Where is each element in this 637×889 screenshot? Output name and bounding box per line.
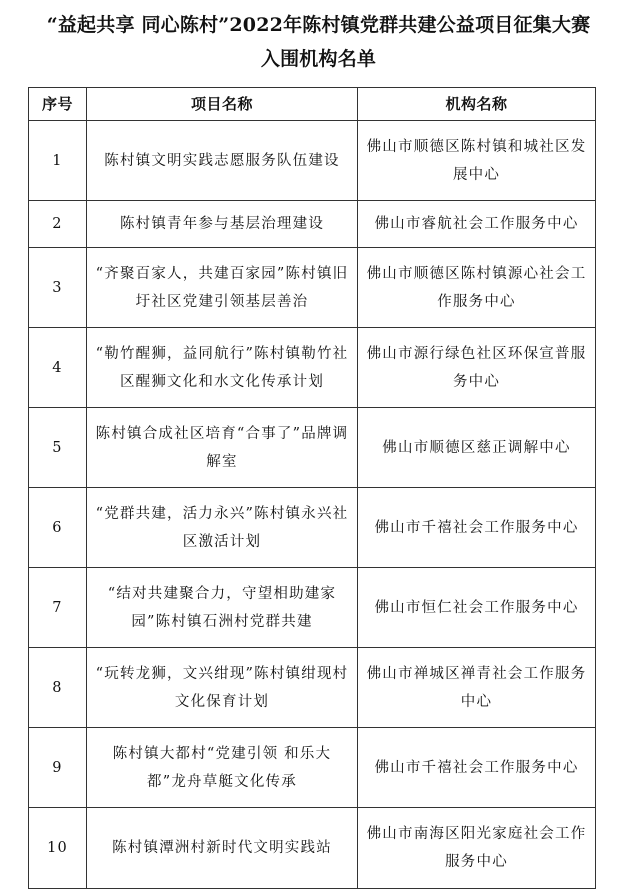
organization-name: 佛山市顺德区陈村镇和城社区发展中心 — [358, 121, 596, 201]
organization-name: 佛山市千禧社会工作服务中心 — [358, 488, 596, 568]
project-name: 陈村镇潭洲村新时代文明实践站 — [87, 808, 358, 889]
project-name: 陈村镇青年参与基层治理建设 — [87, 201, 358, 248]
project-name: 陈村镇文明实践志愿服务队伍建设 — [87, 121, 358, 201]
organization-name: 佛山市禅城区禅青社会工作服务中心 — [358, 648, 596, 728]
row-number: 8 — [29, 648, 87, 728]
row-number: 4 — [29, 328, 87, 408]
table-row — [29, 488, 596, 568]
row-number: 6 — [29, 488, 87, 568]
table-row — [29, 328, 596, 408]
project-name: 陈村镇合成社区培育“合事了”品牌调解室 — [87, 408, 358, 488]
shortlist-table — [28, 87, 596, 889]
project-name: “勒竹醒狮，益同航行”陈村镇勒竹社区醒狮文化和水文化传承计划 — [87, 328, 358, 408]
row-number: 3 — [29, 248, 87, 328]
organization-name: 佛山市睿航社会工作服务中心 — [358, 201, 596, 248]
row-number: 10 — [29, 808, 87, 889]
project-name: “结对共建聚合力，守望相助建家园”陈村镇石洲村党群共建 — [87, 568, 358, 648]
project-name: 陈村镇大都村“党建引领 和乐大都”龙舟草艇文化传承 — [87, 728, 358, 808]
project-name: “玩转龙狮，文兴绀现”陈村镇绀现村文化保育计划 — [87, 648, 358, 728]
table-row — [29, 201, 596, 248]
project-name: “党群共建，活力永兴”陈村镇永兴社区激活计划 — [87, 488, 358, 568]
table-row — [29, 248, 596, 328]
table-row — [29, 408, 596, 488]
row-number: 5 — [29, 408, 87, 488]
project-name: “齐聚百家人，共建百家园”陈村镇旧圩社区党建引领基层善治 — [87, 248, 358, 328]
organization-name: 佛山市千禧社会工作服务中心 — [358, 728, 596, 808]
table-row — [29, 808, 596, 889]
table-row — [29, 121, 596, 201]
row-number: 1 — [29, 121, 87, 201]
organization-name: 佛山市南海区阳光家庭社会工作服务中心 — [358, 808, 596, 889]
row-number: 7 — [29, 568, 87, 648]
header-project-name: 项目名称 — [87, 88, 358, 121]
organization-name: 佛山市源行绿色社区环保宣普服务中心 — [358, 328, 596, 408]
header-serial-number: 序号 — [29, 88, 87, 121]
row-number: 9 — [29, 728, 87, 808]
header-organization-name: 机构名称 — [358, 88, 596, 121]
document-subtitle: 入围机构名单 — [260, 48, 377, 70]
table-header-row — [29, 88, 596, 121]
row-number: 2 — [29, 201, 87, 248]
document-title: “益起共享 同心陈村”2022年陈村镇党群共建公益项目征集大赛 — [46, 14, 591, 36]
organization-name: 佛山市恒仁社会工作服务中心 — [358, 568, 596, 648]
organization-name: 佛山市顺德区陈村镇源心社会工作服务中心 — [358, 248, 596, 328]
table-row — [29, 648, 596, 728]
table-row — [29, 568, 596, 648]
organization-name: 佛山市顺德区慈正调解中心 — [358, 408, 596, 488]
table-row — [29, 728, 596, 808]
